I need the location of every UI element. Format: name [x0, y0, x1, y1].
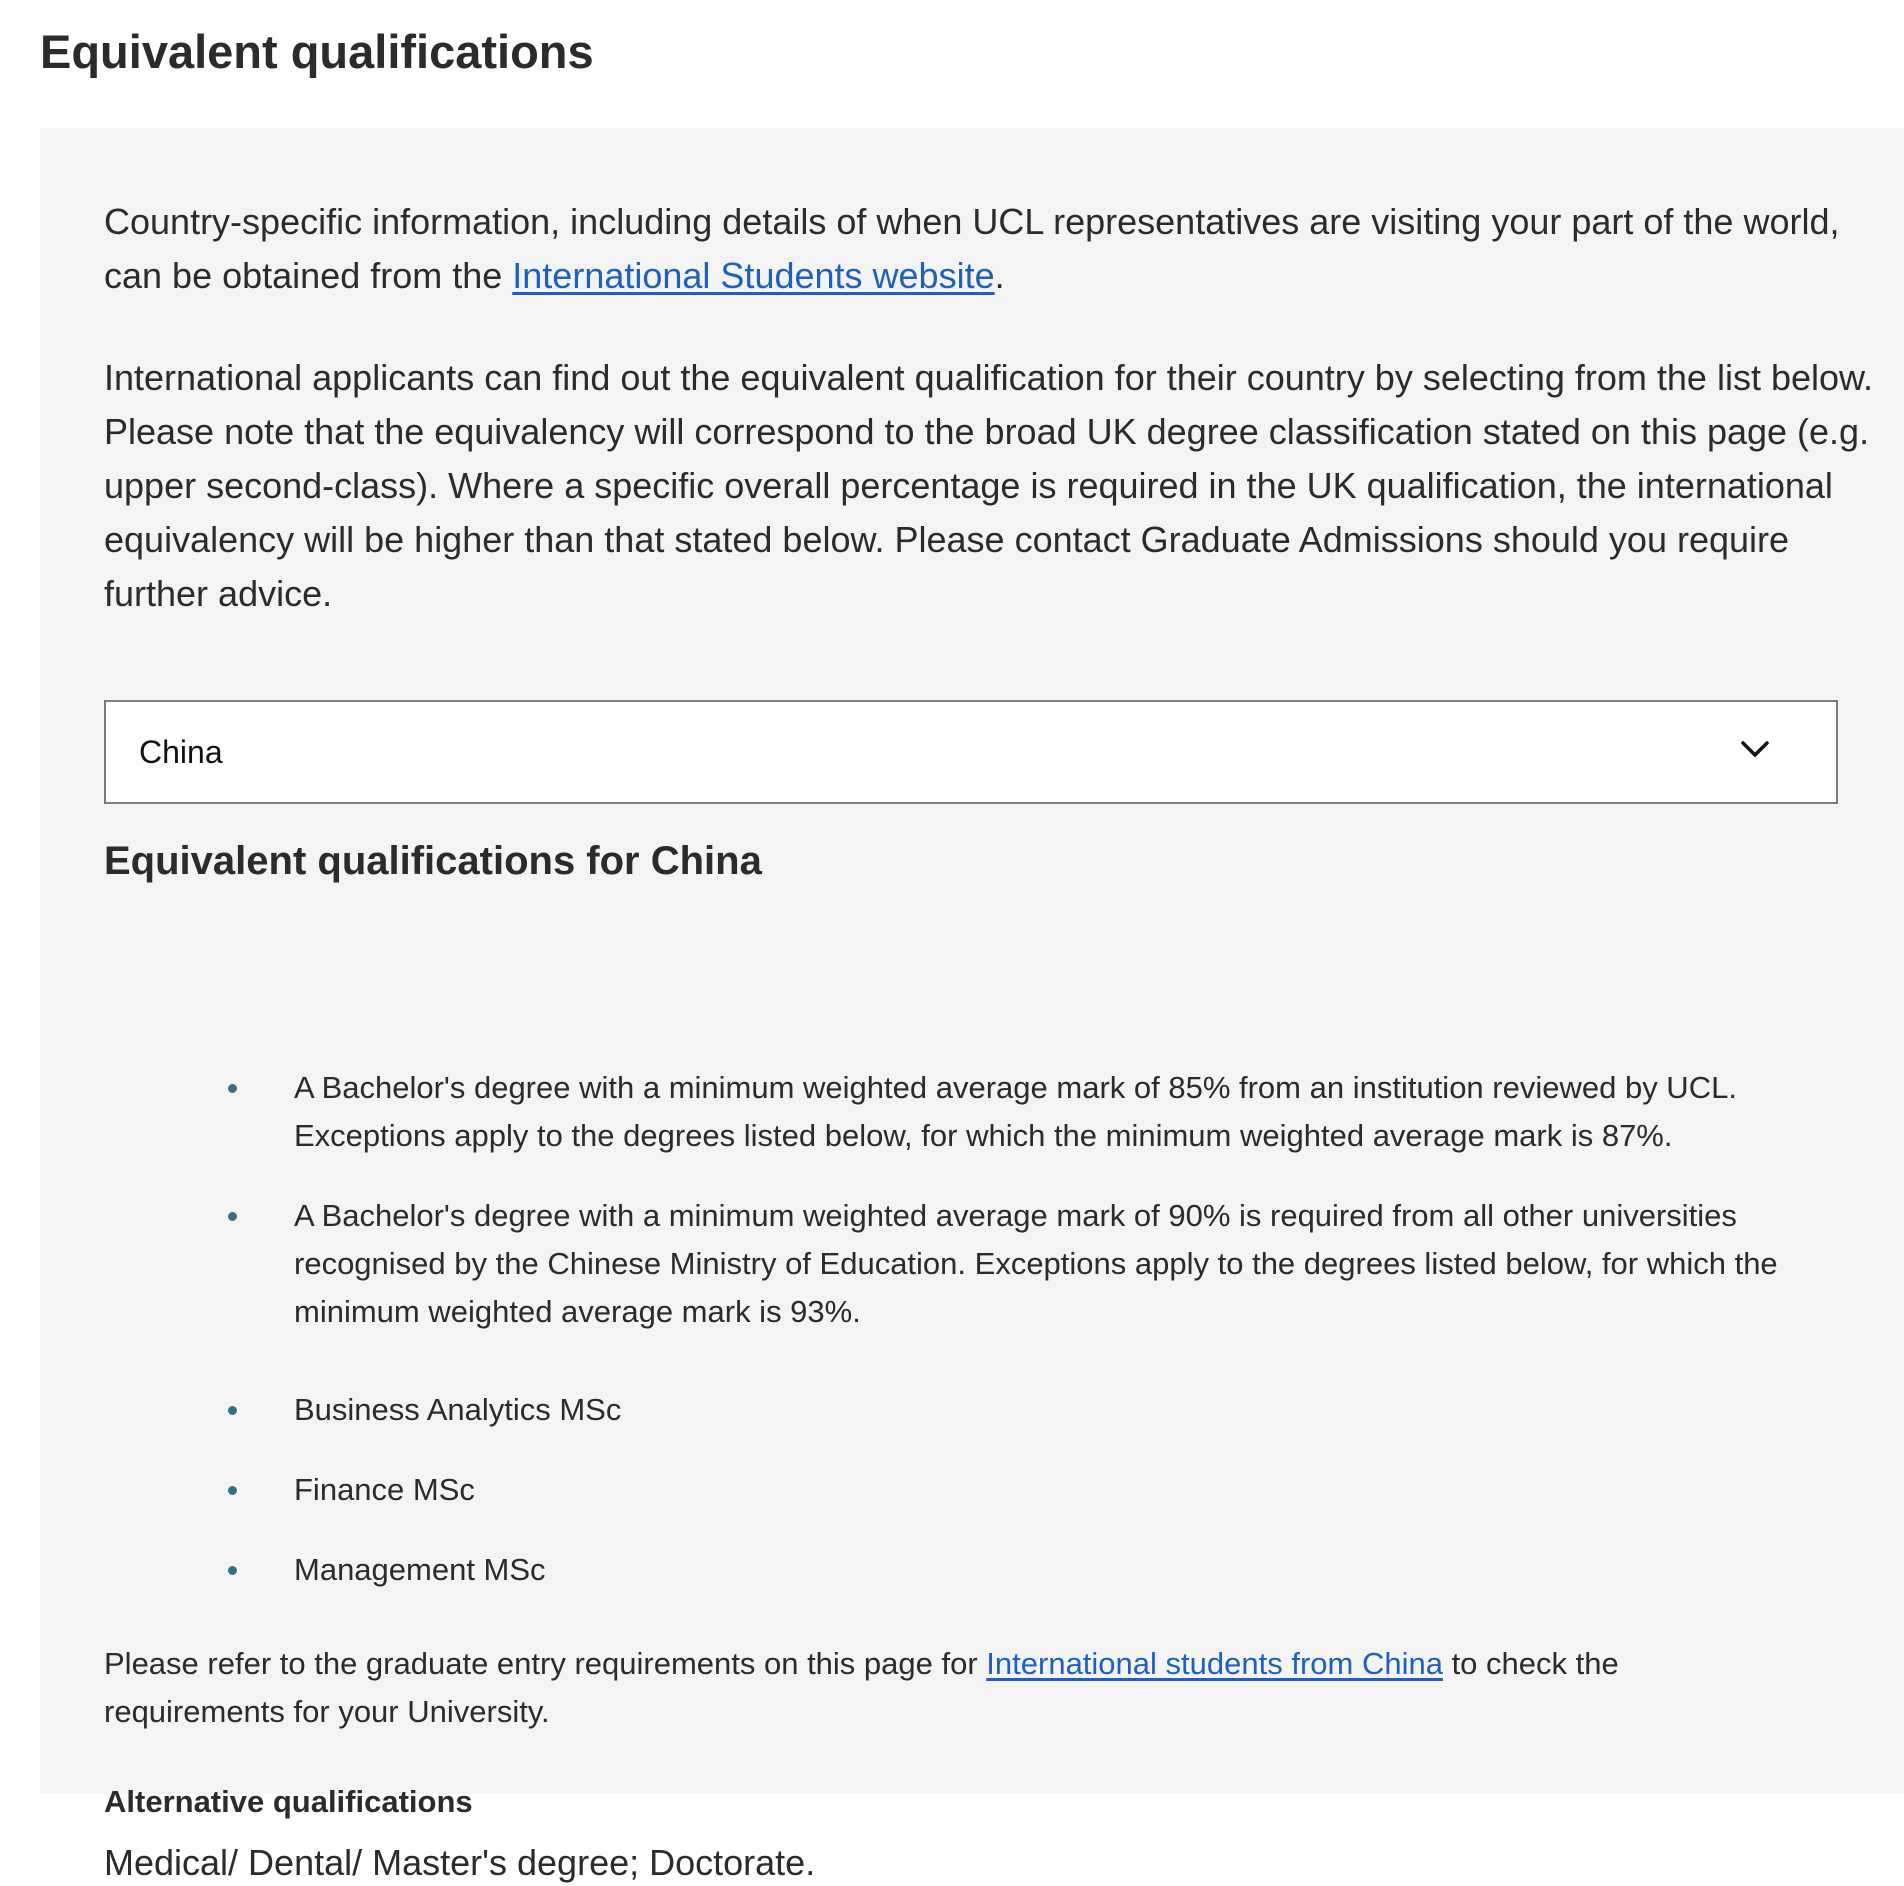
bullet-icon: [228, 1212, 237, 1221]
list-item-text: Finance MSc: [294, 1472, 475, 1507]
alternative-qualifications-text: Medical/ Dental/ Master's degree; Doctorate.: [104, 1842, 816, 1883]
alternative-qualifications-heading: Alternative qualifications: [104, 1784, 473, 1819]
country-select-value: China: [139, 734, 223, 770]
equivalents-heading: Equivalent qualifications for China: [104, 839, 762, 883]
intro-text-end: .: [994, 255, 1005, 296]
footer-text-end: to check the requirements for your University.: [104, 1646, 1619, 1729]
international-students-website-link[interactable]: International Students website: [512, 255, 995, 296]
list-item-text: Management MSc: [294, 1552, 546, 1587]
bullet-icon: [228, 1486, 237, 1495]
equivalent-qualifications-panel: [40, 128, 1904, 1883]
page-title: Equivalent qualifications: [40, 25, 594, 78]
list-item-text: A Bachelor's degree with a minimum weighted average mark of 90% is required from all other universities recognised by the Chinese Ministry of Education. Exceptions apply to the degrees listed below, for which the minimum weighted average mark is 93%.: [294, 1198, 1778, 1329]
international-students-from-china-link[interactable]: International students from China: [986, 1646, 1443, 1681]
list-item-text: A Bachelor's degree with a minimum weighted average mark of 85% from an institution reviewed by UCL. Exceptions apply to the degrees listed below, for which the minimum weighted average mark is 87%.: [294, 1070, 1737, 1153]
intro-paragraph-country-info: [104, 195, 1894, 303]
bullet-icon: [228, 1406, 237, 1415]
country-select[interactable]: [104, 700, 1838, 804]
chevron-down-icon: [1740, 738, 1770, 760]
footer-text: Please refer to the graduate entry requirements on this page for: [104, 1646, 987, 1681]
list-item-text: Business Analytics MSc: [294, 1392, 622, 1427]
graduate-entry-note: [104, 1640, 1804, 1736]
bullet-icon: [228, 1566, 237, 1575]
bullet-icon: [228, 1084, 237, 1093]
intro-paragraph-equivalency: International applicants can find out the equivalent qualification for their country by selecting from the list below. Please note that the equivalency will correspond to the broad UK degree classification stated on this page (e.g. upper second-class). Where a specific overall percentage is required in the UK qualification, the international equivalency will be higher than that stated below. Please contact Graduate Admissions should you require further advice.: [104, 357, 1874, 614]
intro-text: Country-specific information, including details of when UCL representatives are visiting your part of the world, can be obtained from the: [104, 201, 1840, 296]
